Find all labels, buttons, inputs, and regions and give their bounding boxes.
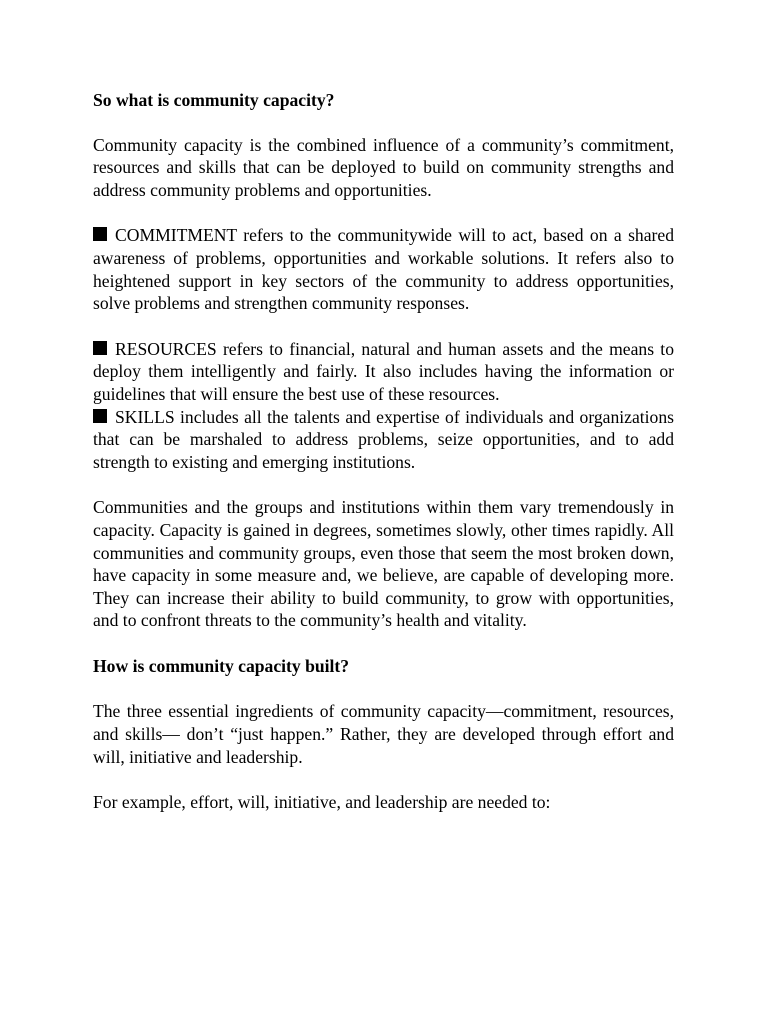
section-heading-what-is-capacity: So what is community capacity? xyxy=(93,90,335,110)
square-bullet-icon xyxy=(93,227,107,241)
capacity-degrees-paragraph: Communities and the groups and institutions within them vary tremendously in capacity. Capacity is gained in degrees, sometimes slowly, other times rapidly. All communities and community groups, even those that seem the most broken down, have capacity in some measure and, we believe, are capable of developing more. They can increase their ability to build community, to grow with opportunities, and to confront threats to the community’s health and vitality. xyxy=(93,497,674,631)
bullet-commitment xyxy=(93,224,674,314)
example-paragraph: For example, effort, will, initiative, and leadership are needed to: xyxy=(93,792,551,813)
square-bullet-icon xyxy=(93,409,107,423)
intro-paragraph: Community capacity is the combined influence of a community’s commitment, resources and skills that can be deployed to build on community strengths and address community problems and opportunities. xyxy=(93,134,674,200)
bullet-skills-text: SKILLS includes all the talents and expertise of individuals and organizations that can be marshaled to address problems, seize opportunities, and to add strength to existing and emerging institutions. xyxy=(93,406,674,472)
bullet-commitment-text: COMMITMENT refers to the communitywide will to act, based on a shared awareness of problems, opportunities and workable solutions. It refers also to heightened support in key sectors of the community to address opportunities, solve problems and strengthen community responses. xyxy=(93,225,674,314)
square-bullet-icon xyxy=(93,341,107,355)
bullet-resources xyxy=(93,338,674,406)
section-heading-how-built: How is community capacity built? xyxy=(93,655,350,676)
ingredients-paragraph: The three essential ingredients of community capacity—commitment, resources, and skills— don’t “just happen.” Rather, they are developed through effort and will, initiative and leadership. xyxy=(93,701,674,767)
document-page xyxy=(93,89,674,814)
bullet-resources-text: RESOURCES refers to financial, natural and human assets and the means to deploy them intelligently and fairly. It also includes having the information or guidelines that will ensure the best use of these resources. xyxy=(93,338,674,404)
bullet-skills xyxy=(93,406,674,474)
